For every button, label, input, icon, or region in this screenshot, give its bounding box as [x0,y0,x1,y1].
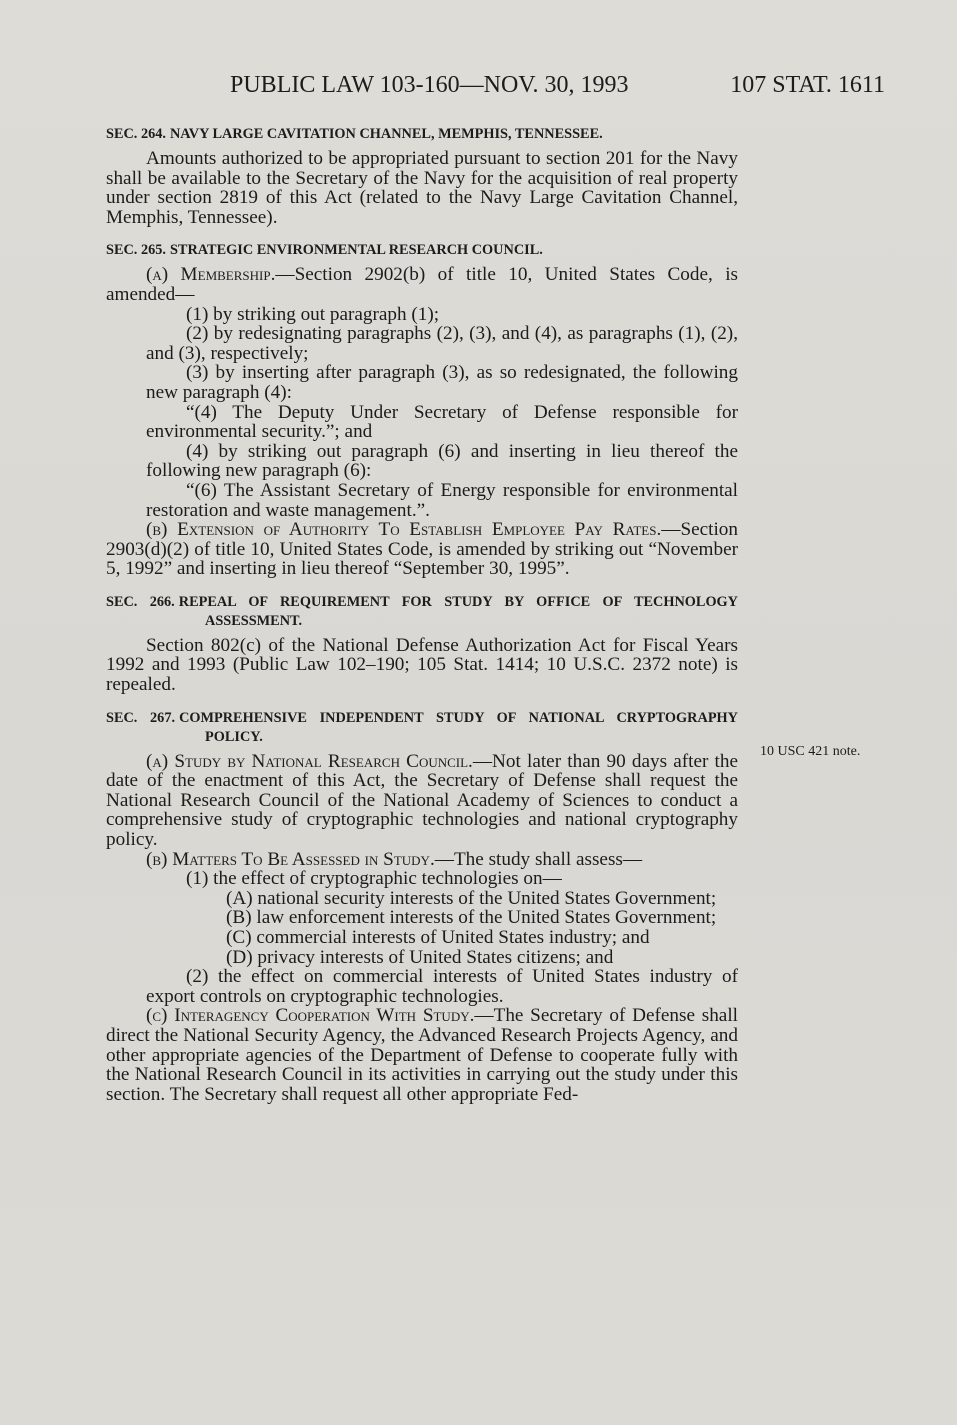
clause-B: (B) law enforcement interests of the United States Government; [226,907,717,929]
subsection-heading: (a) Membership. [146,264,276,286]
subsection-text: —The Secretary of Defense shall direct the National Security Agency, the Advanced Research Projects Agency, and other appropriate agencies of the Department of Defense to cooperate fully with the National Research Council in its activities in carrying out the study under this section. The Secretary shall request all other appropriate Fed- [106,1005,738,1105]
subsection-b [106,850,738,870]
subsection-heading: (b) Extension of Authority To Establish Employee Pay Rates. [146,519,662,541]
subsection-c [106,1006,738,1104]
paragraph-2: (2) the effect on commercial interests of United States industry of export controls on cryptographic technologies. [146,966,738,1007]
subsection-text: —Section 2903(d)(2) of title 10, United States Code, is amended by striking out “November 5, 1992” and inserting in lieu thereof “September 30, 1995”. [106,519,738,580]
clause-A: (A) national security interests of the United States Government; [226,887,717,909]
quoted-paragraph-4: “(4) The Deputy Under Secretary of Defense responsible for environmental security.”; and [146,401,738,443]
margin-note: 10 USC 421 note. [760,744,861,759]
section-264-body: Amounts authorized to be appropriated pursuant to section 201 for the Navy shall be available to the Secretary of the Navy for the acquisition of real property under section 2819 of this Act (related to the Navy Large Cavitation Channel, Memphis, Tennessee). [106,148,738,228]
section-number: SEC. 265. [106,242,166,259]
subsection-heading: (c) Interagency Cooperation With Study. [146,1005,475,1027]
section-title: NAVY LARGE CAVITATION CHANNEL, MEMPHIS, TENNESSEE. [169,126,603,142]
section-266-body: Section 802(c) of the National Defense Authorization Act for Fiscal Years 1992 and 1993 (Public Law 102–190; 105 Stat. 1414; 10 U.S.C. 2372 note) is repealed. [106,634,738,696]
paragraph-3: (3) by inserting after paragraph (3), as so redesignated, the following new paragraph (4): [146,362,738,403]
clause-C: (C) commercial interests of United States industry; and [226,927,650,948]
subsection-heading: (a) Study by National Research Council. [146,750,473,772]
clause-D: (D) privacy interests of United States citizens; and [226,946,614,968]
paragraph-2: (2) by redesignating paragraphs (2), (3), and (4), as paragraphs (1), (2), and (3), respectively; [146,323,738,364]
subsection-text: —Not later than 90 days after the date of the enactment of this Act, the Secretary of Defense shall request the National Research Council of the National Academy of Sciences to conduct a comprehensive study of cryptographic technologies and national cryptography policy. [106,750,738,851]
section-265-heading [106,241,738,260]
subsection-a [106,265,738,304]
subsection-a [106,752,738,850]
section-title: COMPREHENSIVE INDEPENDENT STUDY OF NATIONAL CRYPTOGRAPHY POLICY. [179,709,739,745]
subsection-text: —Section 2902(b) of title 10, United States Code, is amended— [106,264,738,305]
text-column [106,119,738,1104]
section-267-heading [106,709,738,747]
subsection-text: —The study shall assess— [434,848,643,870]
subsection-heading: (b) Matters To Be Assessed in Study. [146,848,435,870]
section-266-heading [106,593,738,631]
section-number: SEC. 264. [106,126,166,142]
header-title: PUBLIC LAW 103-160—NOV. 30, 1993 [230,72,629,98]
section-title: STRATEGIC ENVIRONMENTAL RESEARCH COUNCIL. [169,242,543,259]
section-title: REPEAL OF REQUIREMENT FOR STUDY BY OFFICE OF TECHNOLOGY ASSESSMENT. [178,593,739,629]
paragraph-1: (1) by striking out paragraph (1); [186,303,440,325]
paragraph-4: (4) by striking out paragraph (6) and inserting in lieu thereof the following new paragraph (6): [146,440,738,482]
section-number: SEC. 267. [106,709,176,726]
paragraph-1: (1) the effect of cryptographic technologies on— [186,868,562,890]
header-stat-page: 107 STAT. 1611 [730,72,885,98]
section-number: SEC. 266. [106,593,175,610]
quoted-paragraph-6: “(6) The Assistant Secretary of Energy responsible for environmental restoration and waste management.”. [146,479,738,521]
section-264-heading [106,125,738,144]
subsection-b [106,520,738,579]
